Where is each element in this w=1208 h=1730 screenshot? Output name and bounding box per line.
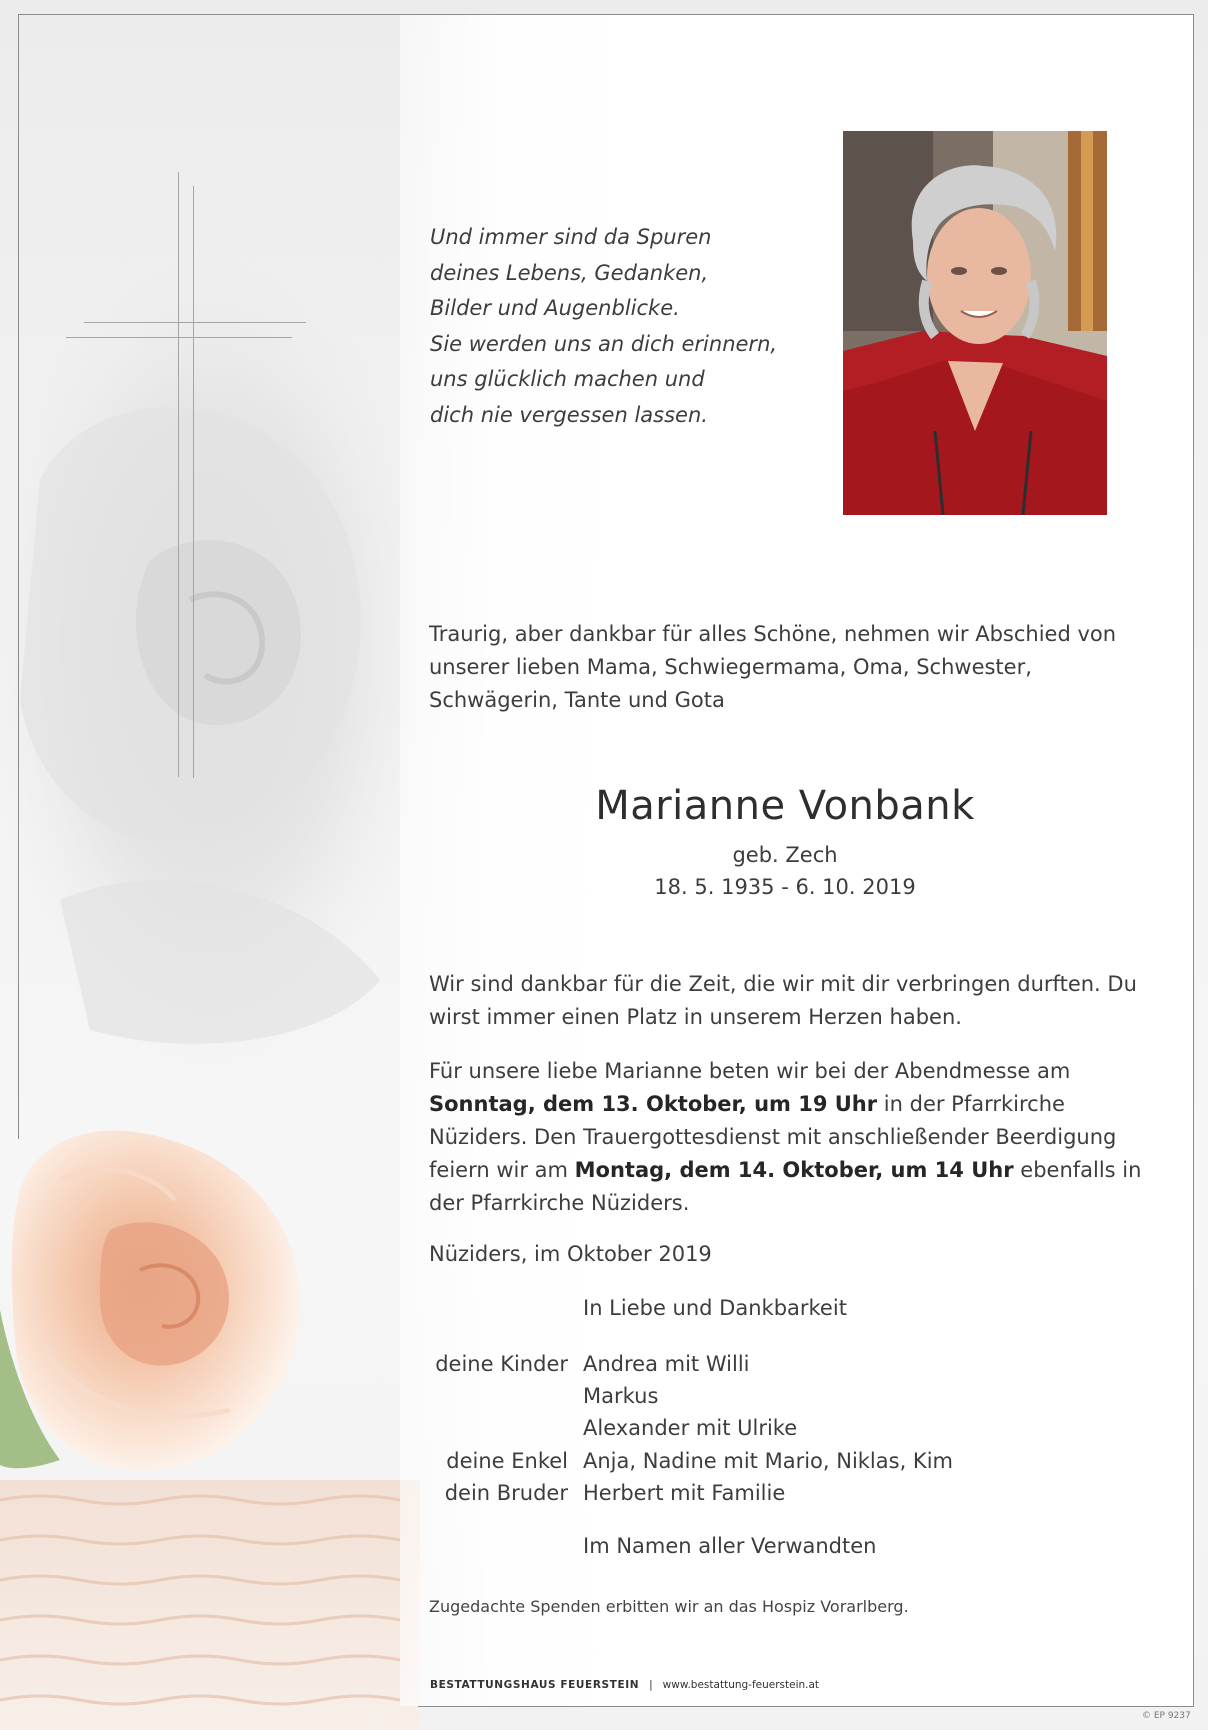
frame-line-top — [18, 14, 1194, 15]
paragraph-line: Für unsere liebe Marianne beten wir bei der Abendmesse am — [429, 1059, 1071, 1083]
poem-line: Und immer sind da Spuren — [430, 225, 712, 249]
donation-note: Zugedachte Spenden erbitten wir an das Hospiz Vorarlberg. — [429, 1597, 909, 1616]
relatives-row — [400, 1412, 1160, 1445]
service-paragraph — [429, 1055, 1149, 1220]
intro-line: Schwägerin, Tante und Gota — [429, 688, 725, 712]
relation-label: deine Kinder — [435, 1352, 568, 1376]
gratitude-paragraph — [429, 968, 1149, 1034]
poem-line: deines Lebens, Gedanken, — [430, 260, 709, 285]
paragraph-text: in der Pfarrkirche — [877, 1092, 1065, 1116]
birth-name: geb. Zech — [732, 843, 838, 867]
poem — [430, 220, 810, 433]
cross-icon-bar-shadow — [66, 337, 292, 338]
paragraph-line — [429, 1088, 1149, 1121]
funeral-home-website[interactable]: www.bestattung-feuerstein.at — [662, 1679, 820, 1691]
paragraph-line: der Pfarrkirche Nüziders. — [429, 1191, 690, 1215]
funeral-home-name: BESTATTUNGSHAUS FEUERSTEIN — [430, 1679, 640, 1691]
poem-line: dich nie vergessen lassen. — [430, 402, 708, 427]
paragraph-line: wirst immer einen Platz in unserem Herzen haben. — [429, 1005, 962, 1029]
print-code: © EP 9237 — [1142, 1711, 1191, 1721]
relatives-row — [400, 1445, 1160, 1478]
poem-line: uns glücklich machen und — [430, 367, 705, 391]
frame-line-bottom — [418, 1706, 1194, 1707]
signature-heading: In Liebe und Dankbarkeit — [583, 1296, 847, 1320]
funeral-date: Montag, dem 14. Oktober, um 14 Uhr — [574, 1158, 1014, 1182]
relation-label: dein Bruder — [444, 1481, 568, 1505]
background-rose-artwork — [0, 0, 420, 1730]
relatives-row — [400, 1380, 1160, 1413]
footer-separator: | — [649, 1679, 653, 1691]
intro-line: Traurig, aber dankbar für alles Schöne, nehmen wir Abschied von — [429, 622, 1117, 646]
cross-icon — [178, 172, 179, 777]
relative-names: Andrea mit Willi — [583, 1352, 750, 1376]
frame-line-left — [18, 14, 19, 1139]
paragraph-text: ebenfalls in — [1013, 1158, 1142, 1182]
place-and-date: Nüziders, im Oktober 2019 — [429, 1242, 712, 1266]
intro-line: unserer lieben Mama, Schwiegermama, Oma, Schwester, — [429, 655, 1032, 679]
paragraph-line: Nüziders. Den Trauergottesdienst mit anschließender Beerdigung — [429, 1125, 1117, 1149]
relative-names: Alexander mit Ulrike — [583, 1416, 798, 1440]
relatives-row — [400, 1477, 1160, 1510]
relatives-row — [400, 1348, 1160, 1381]
paragraph-text: feiern wir am — [429, 1158, 575, 1182]
paragraph-line: Wir sind dankbar für die Zeit, die wir mit dir verbringen durften. Du — [429, 972, 1137, 996]
poem-line: Bilder und Augenblicke. — [430, 296, 680, 320]
cross-icon-shadow — [193, 186, 194, 778]
frame-line-right — [1193, 14, 1194, 1706]
portrait-photo — [843, 131, 1107, 515]
life-dates: 18. 5. 1935 - 6. 10. 2019 — [654, 875, 916, 899]
relation-label: deine Enkel — [446, 1449, 568, 1473]
relative-names: Markus — [583, 1384, 659, 1408]
intro-text — [429, 618, 1149, 717]
deceased-name: Marianne Vonbank — [595, 783, 975, 829]
relative-names: Herbert mit Familie — [583, 1481, 786, 1505]
relative-names: Anja, Nadine mit Mario, Niklas, Kim — [583, 1449, 953, 1473]
evening-mass-date: Sonntag, dem 13. Oktober, um 19 Uhr — [429, 1092, 878, 1116]
closing-line: Im Namen aller Verwandten — [583, 1534, 877, 1558]
poem-line: Sie werden uns an dich erinnern, — [430, 331, 778, 356]
footer — [430, 1677, 819, 1693]
paragraph-line — [429, 1154, 1149, 1187]
cross-icon-bar — [84, 322, 306, 323]
